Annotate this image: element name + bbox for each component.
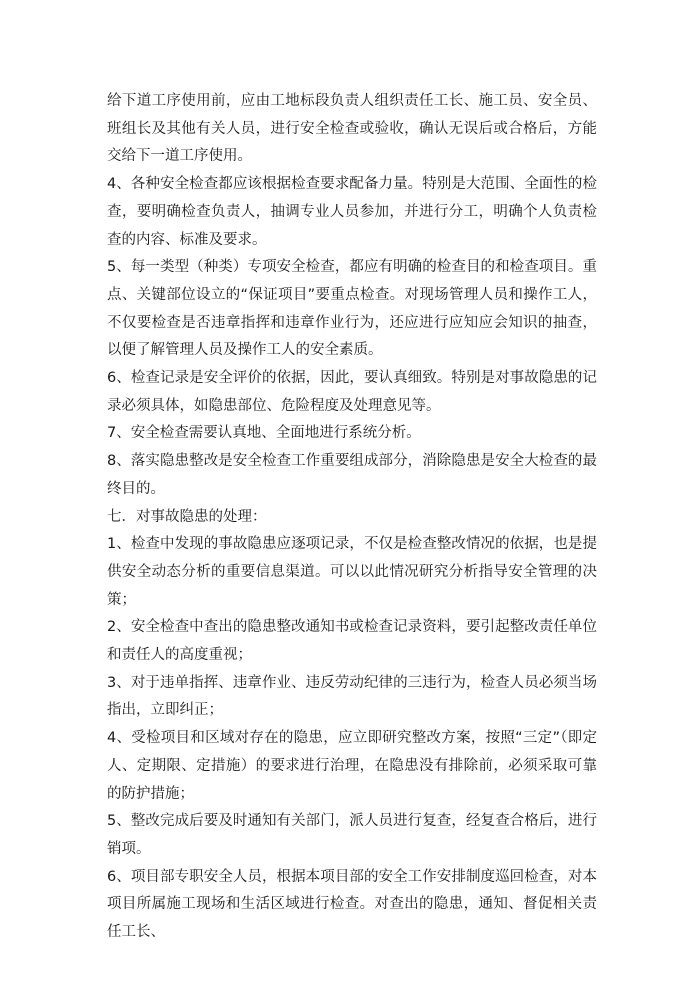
section-heading: 七．对事故隐患的处理： <box>107 508 267 525</box>
section-item-6: 6、项目部专职安全人员，根据本项目部的安全工作安排制度巡回检查，对本项目所属施工现场和生活区域进行检查。对查出的隐患，通知、督促相关责任工长、 <box>107 868 597 941</box>
paragraph-item-8: 8、落实隐患整改是安全检查工作重要组成部分，消除隐患是安全大检查的最终目的。 <box>107 453 597 497</box>
section-item-5: 5、整改完成后要及时通知有关部门，派人员进行复查，经复查合格后，进行销项。 <box>107 813 597 857</box>
section-item-3: 3、对于违单指挥、违章作业、违反劳动纪律的三违行为，检查人员必须当场指出，立即纠正； <box>107 674 597 719</box>
section-item-1: 1、检查中发现的事故隐患应逐项记录，不仅是检查整改情况的依据，也是提供安全动态分析的重要信息渠道。可以以此情况研究分析指导安全管理的决策； <box>107 536 597 608</box>
document-page <box>107 88 597 947</box>
paragraph-item-5: 5、每一类型（种类）专项安全检查，都应有明确的检查目的和检查项目。重点、关键部位设立的“保证项目”要重点检查。对现场管理人员和操作工人，不仅要检查是否违章指挥和违章作业行为，还应进行应知应会知识的抽查，以便了解管理人员及操作工人的安全素质。 <box>107 259 597 359</box>
paragraph-continuation: 给下道工序使用前，应由工地标段负责人组织责任工长、施工员、安全员、班组长及其他有关人员，进行安全检查或验收，确认无误后或合格后，方能交给下一道工序使用。 <box>107 93 597 165</box>
section-item-4: 4、受检项目和区域对存在的隐患，应立即研究整改方案，按照“三定”（即定人、定期限、定措施）的要求进行治理，在隐患没有排除前，必须采取可靠的防护措施； <box>107 730 597 802</box>
paragraph-item-6: 6、检查记录是安全评价的依据，因此，要认真细致。特别是对事故隐患的记录必须具体，如隐患部位、危险程度及处理意见等。 <box>107 370 597 414</box>
section-item-2: 2、安全检查中查出的隐患整改通知书或检查记录资料，要引起整改责任单位和责任人的高度重视； <box>107 619 597 664</box>
paragraph-item-7: 7、安全检查需要认真地、全面地进行系统分析。 <box>107 425 421 442</box>
paragraph-item-4: 4、各种安全检查都应该根据检查要求配备力量。特别是大范围、全面性的检查，要明确检查负责人，抽调专业人员参加，并进行分工，明确个人负责检查的内容、标准及要求。 <box>107 176 597 248</box>
